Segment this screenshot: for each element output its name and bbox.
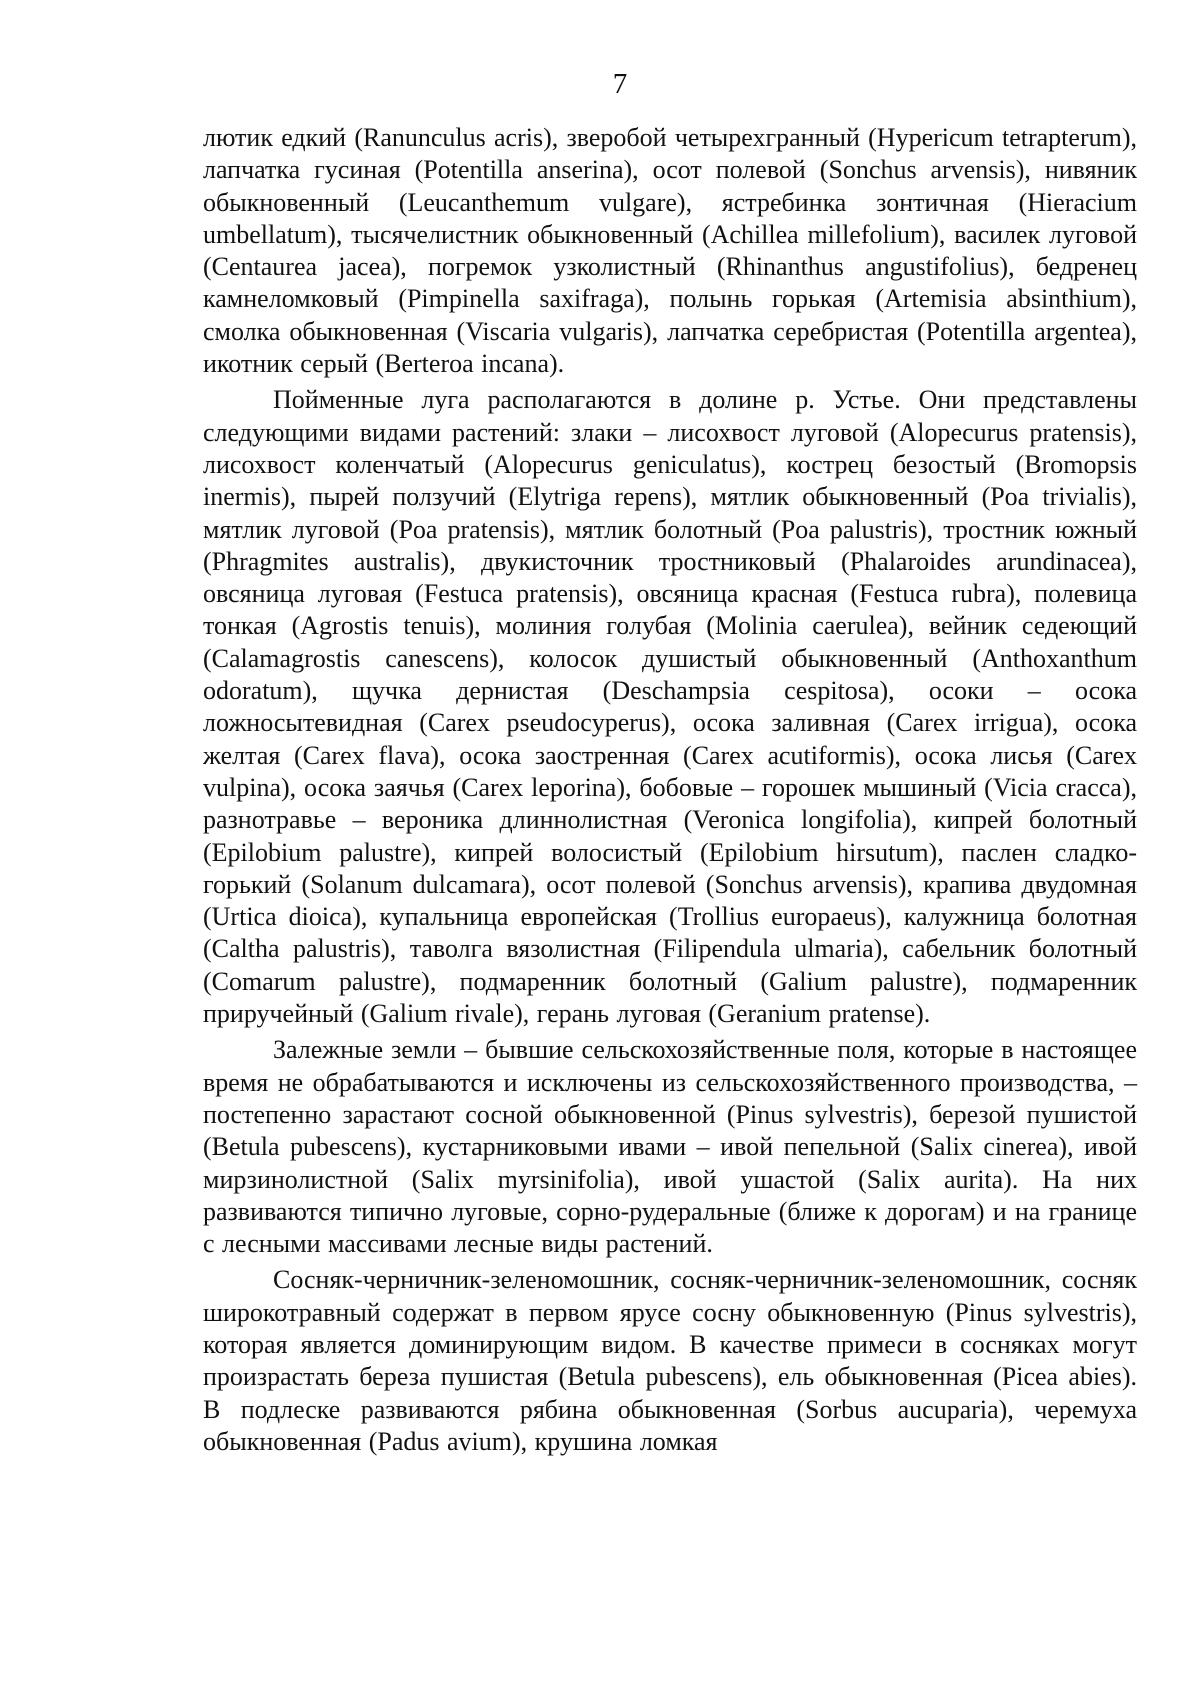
body-text xyxy=(203,122,1137,1462)
paragraph-pine-forests: Сосняк-черничник-зеленомошник, сосняк-черничник-зеленомошник, сосняк широкотравный содержат в первом ярусе сосну обыкновенную (Pinus sylvestris), которая является доминирующим видом. В качестве примеси в сосняках могут произрастать береза пушистая (Betula pubescens), ель обыкновенная (Picea abies). В подлеске развиваются рябина обыкновенная (Sorbus aucuparia), черемуха обыкновенная (Padus avium), крушина ломкая xyxy=(203,1265,1137,1456)
paragraph-fallow-lands: Залежные земли – бывшие сельскохозяйственные поля, которые в настоящее время не обрабатываются и исключены из сельскохозяйственного производства, – постепенно зарастают сосной обыкновенной (Pinus sylvestris), березой пушистой (Betula pubescens), кустарниковыми ивами – ивой пепельной (Salix cinerea), ивой мирзинолистной (Salix myrsinifolia), ивой ушастой (Salix aurita). На них развиваются типично луговые, сорно-рудеральные (ближе к дорогам) и на границе с лесными массивами лесные виды растений. xyxy=(203,1035,1137,1259)
paragraph-floodplain-meadows: Пойменные луга располагаются в долине р. Устье. Они представлены следующими видами растений: злаки – лисохвост луговой (Alopecurus pratensis), лисохвост коленчатый (Alopecurus geniculatus), кострец безостый (Bromopsis inermis), пырей ползучий (Elytriga repens), мятлик обыкновенный (Poa trivialis), мятлик луговой (Poa pratensis), мятлик болотный (Poa palustris), тростник южный (Phragmites australis), двукисточник тростниковый (Phalaroides arundinacea), овсяница луговая (Festuca pratensis), овсяница красная (Festuca rubra), полевица тонкая (Agrostis tenuis), молиния голубая (Molinia caerulea), вейник седеющий (Calamagrostis canescens), колосок душистый обыкновенный (Anthoxanthum odoratum), щучка дернистая (Deschampsia cespitosa), осоки – осока ложносытевидная (Carex pseudocyperus), осока заливная (Carex irrigua), осока желтая (Carex flava), осока заостренная (Carex acutiformis), осока лисья (Carex vulpina), осока заячья (Carex leporina), бобовые – горошек мышиный (Vicia cracca), разнотравье – вероника длиннолистная (Veronica longifolia), кипрей болотный (Epilobium palustre), кипрей волосистый (Epilobium hirsutum), паслен сладко-горький (Solanum dulcamara), осот полевой (Sonchus arvensis), крапива двудомная (Urtica dioica), купальница европейская (Trollius europaeus), калужница болотная (Caltha palustris), таволга вязолистная (Filipendula ulmaria), сабельник болотный (Comarum palustre), подмаренник болотный (Galium palustre), подмаренник приручейный (Galium rivale), герань луговая (Geranium pratense). xyxy=(203,385,1137,1029)
paragraph-meadow-species-continued: лютик едкий (Ranunculus acris), зверобой четырехгранный (Hypericum tetrapterum), лапчатка гусиная (Potentilla anserina), осот полевой (Sonchus arvensis), нивяник обыкновенный (Leucanthemum vulgare), ястребинка зонтичная (Hieracium umbellatum), тысячелистник обыкновенный (Achillea millefolium), василек луговой (Centaurea jacea), погремок узколистный (Rhinanthus angustifolius), бедренец камнеломковый (Pimpinella saxifraga), полынь горькая (Artemisia absinthium), смолка обыкновенная (Viscaria vulgaris), лапчатка серебристая (Potentilla argentea), икотник серый (Berteroa incana). xyxy=(203,123,1137,379)
page-number: 7 xyxy=(612,68,628,100)
